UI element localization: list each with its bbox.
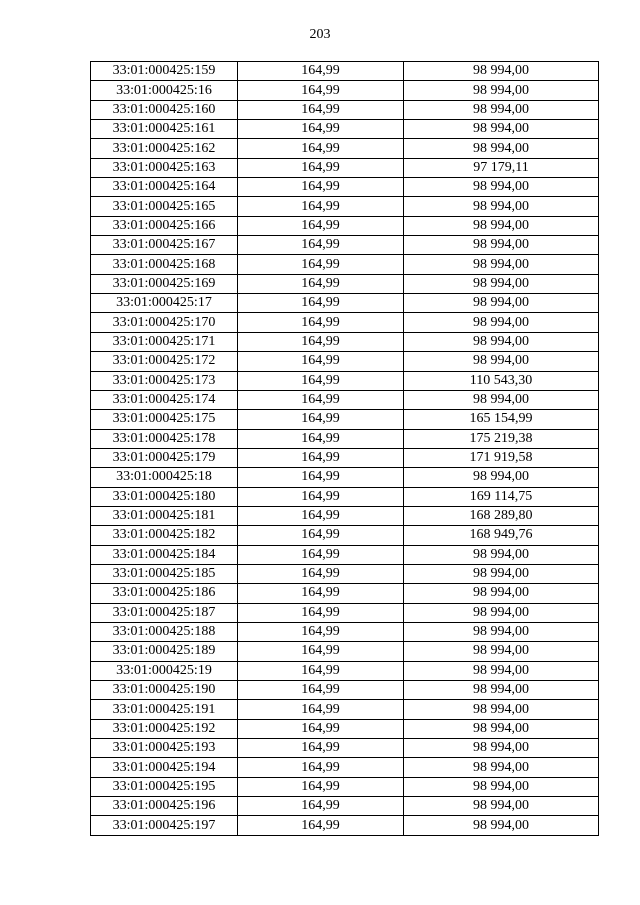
cadastral-number-cell: 33:01:000425:163 bbox=[91, 158, 238, 177]
area-cell: 164,99 bbox=[238, 603, 404, 622]
table-row bbox=[91, 700, 599, 719]
table-row bbox=[91, 371, 599, 390]
value-cell: 98 994,00 bbox=[404, 739, 599, 758]
value-cell: 98 994,00 bbox=[404, 294, 599, 313]
value-cell: 165 154,99 bbox=[404, 410, 599, 429]
cadastral-number-cell: 33:01:000425:160 bbox=[91, 100, 238, 119]
area-cell: 164,99 bbox=[238, 448, 404, 467]
value-cell: 175 219,38 bbox=[404, 429, 599, 448]
area-cell: 164,99 bbox=[238, 81, 404, 100]
value-cell: 98 994,00 bbox=[404, 62, 599, 81]
area-cell: 164,99 bbox=[238, 120, 404, 139]
table-row bbox=[91, 332, 599, 351]
cadastral-number-cell: 33:01:000425:169 bbox=[91, 274, 238, 293]
area-cell: 164,99 bbox=[238, 506, 404, 525]
area-cell: 164,99 bbox=[238, 777, 404, 796]
value-cell: 98 994,00 bbox=[404, 216, 599, 235]
cadastral-number-cell: 33:01:000425:197 bbox=[91, 816, 238, 835]
area-cell: 164,99 bbox=[238, 429, 404, 448]
table-row bbox=[91, 139, 599, 158]
table-row bbox=[91, 739, 599, 758]
table-row bbox=[91, 178, 599, 197]
area-cell: 164,99 bbox=[238, 236, 404, 255]
area-cell: 164,99 bbox=[238, 700, 404, 719]
area-cell: 164,99 bbox=[238, 719, 404, 738]
cadastral-number-cell: 33:01:000425:170 bbox=[91, 313, 238, 332]
value-cell: 98 994,00 bbox=[404, 797, 599, 816]
table-row bbox=[91, 487, 599, 506]
table-row bbox=[91, 352, 599, 371]
cadastral-number-cell: 33:01:000425:166 bbox=[91, 216, 238, 235]
value-cell: 98 994,00 bbox=[404, 681, 599, 700]
table-row bbox=[91, 429, 599, 448]
table-row bbox=[91, 255, 599, 274]
value-cell: 98 994,00 bbox=[404, 777, 599, 796]
area-cell: 164,99 bbox=[238, 216, 404, 235]
area-cell: 164,99 bbox=[238, 410, 404, 429]
area-cell: 164,99 bbox=[238, 158, 404, 177]
area-cell: 164,99 bbox=[238, 62, 404, 81]
table-row bbox=[91, 603, 599, 622]
table-row bbox=[91, 526, 599, 545]
value-cell: 98 994,00 bbox=[404, 564, 599, 583]
cadastral-number-cell: 33:01:000425:192 bbox=[91, 719, 238, 738]
value-cell: 168 289,80 bbox=[404, 506, 599, 525]
area-cell: 164,99 bbox=[238, 294, 404, 313]
table-row bbox=[91, 100, 599, 119]
table-row bbox=[91, 274, 599, 293]
cadastral-number-cell: 33:01:000425:168 bbox=[91, 255, 238, 274]
value-cell: 171 919,58 bbox=[404, 448, 599, 467]
cadastral-number-cell: 33:01:000425:190 bbox=[91, 681, 238, 700]
table-row bbox=[91, 545, 599, 564]
area-cell: 164,99 bbox=[238, 797, 404, 816]
table-row bbox=[91, 777, 599, 796]
area-cell: 164,99 bbox=[238, 545, 404, 564]
table-row bbox=[91, 62, 599, 81]
table-row bbox=[91, 564, 599, 583]
cadastral-number-cell: 33:01:000425:162 bbox=[91, 139, 238, 158]
table-row bbox=[91, 506, 599, 525]
value-cell: 98 994,00 bbox=[404, 622, 599, 641]
table-row bbox=[91, 236, 599, 255]
area-cell: 164,99 bbox=[238, 371, 404, 390]
table-row bbox=[91, 216, 599, 235]
value-cell: 98 994,00 bbox=[404, 584, 599, 603]
table-row bbox=[91, 468, 599, 487]
cadastral-number-cell: 33:01:000425:18 bbox=[91, 468, 238, 487]
table-row bbox=[91, 584, 599, 603]
table-row bbox=[91, 642, 599, 661]
area-cell: 164,99 bbox=[238, 487, 404, 506]
area-cell: 164,99 bbox=[238, 197, 404, 216]
area-cell: 164,99 bbox=[238, 642, 404, 661]
cadastral-value-table bbox=[90, 61, 599, 836]
area-cell: 164,99 bbox=[238, 584, 404, 603]
table-row bbox=[91, 622, 599, 641]
area-cell: 164,99 bbox=[238, 139, 404, 158]
cadastral-number-cell: 33:01:000425:174 bbox=[91, 390, 238, 409]
cadastral-number-cell: 33:01:000425:191 bbox=[91, 700, 238, 719]
value-cell: 98 994,00 bbox=[404, 545, 599, 564]
cadastral-number-cell: 33:01:000425:194 bbox=[91, 758, 238, 777]
value-cell: 168 949,76 bbox=[404, 526, 599, 545]
value-cell: 98 994,00 bbox=[404, 603, 599, 622]
area-cell: 164,99 bbox=[238, 681, 404, 700]
cadastral-number-cell: 33:01:000425:193 bbox=[91, 739, 238, 758]
area-cell: 164,99 bbox=[238, 390, 404, 409]
table-row bbox=[91, 661, 599, 680]
table-row bbox=[91, 81, 599, 100]
cadastral-number-cell: 33:01:000425:182 bbox=[91, 526, 238, 545]
value-cell: 98 994,00 bbox=[404, 81, 599, 100]
value-cell: 110 543,30 bbox=[404, 371, 599, 390]
value-cell: 98 994,00 bbox=[404, 700, 599, 719]
table-row bbox=[91, 681, 599, 700]
area-cell: 164,99 bbox=[238, 332, 404, 351]
value-cell: 98 994,00 bbox=[404, 390, 599, 409]
value-cell: 98 994,00 bbox=[404, 100, 599, 119]
value-cell: 98 994,00 bbox=[404, 197, 599, 216]
cadastral-number-cell: 33:01:000425:164 bbox=[91, 178, 238, 197]
area-cell: 164,99 bbox=[238, 468, 404, 487]
value-cell: 98 994,00 bbox=[404, 758, 599, 777]
cadastral-number-cell: 33:01:000425:175 bbox=[91, 410, 238, 429]
table-row bbox=[91, 197, 599, 216]
area-cell: 164,99 bbox=[238, 526, 404, 545]
cadastral-number-cell: 33:01:000425:180 bbox=[91, 487, 238, 506]
table-row bbox=[91, 158, 599, 177]
area-cell: 164,99 bbox=[238, 739, 404, 758]
table-row bbox=[91, 719, 599, 738]
cadastral-number-cell: 33:01:000425:159 bbox=[91, 62, 238, 81]
value-cell: 97 179,11 bbox=[404, 158, 599, 177]
cadastral-number-cell: 33:01:000425:173 bbox=[91, 371, 238, 390]
area-cell: 164,99 bbox=[238, 274, 404, 293]
area-cell: 164,99 bbox=[238, 622, 404, 641]
value-cell: 98 994,00 bbox=[404, 236, 599, 255]
cadastral-number-cell: 33:01:000425:165 bbox=[91, 197, 238, 216]
cadastral-number-cell: 33:01:000425:181 bbox=[91, 506, 238, 525]
table-row bbox=[91, 390, 599, 409]
table-body bbox=[91, 62, 599, 836]
cadastral-number-cell: 33:01:000425:171 bbox=[91, 332, 238, 351]
area-cell: 164,99 bbox=[238, 564, 404, 583]
cadastral-number-cell: 33:01:000425:188 bbox=[91, 622, 238, 641]
cadastral-number-cell: 33:01:000425:178 bbox=[91, 429, 238, 448]
value-cell: 98 994,00 bbox=[404, 642, 599, 661]
cadastral-number-cell: 33:01:000425:167 bbox=[91, 236, 238, 255]
cadastral-number-cell: 33:01:000425:184 bbox=[91, 545, 238, 564]
cadastral-number-cell: 33:01:000425:196 bbox=[91, 797, 238, 816]
value-cell: 98 994,00 bbox=[404, 274, 599, 293]
cadastral-number-cell: 33:01:000425:195 bbox=[91, 777, 238, 796]
area-cell: 164,99 bbox=[238, 661, 404, 680]
cadastral-number-cell: 33:01:000425:172 bbox=[91, 352, 238, 371]
cadastral-number-cell: 33:01:000425:187 bbox=[91, 603, 238, 622]
table-row bbox=[91, 120, 599, 139]
cadastral-number-cell: 33:01:000425:16 bbox=[91, 81, 238, 100]
table-row bbox=[91, 797, 599, 816]
table-row bbox=[91, 758, 599, 777]
table-row bbox=[91, 313, 599, 332]
area-cell: 164,99 bbox=[238, 255, 404, 274]
area-cell: 164,99 bbox=[238, 178, 404, 197]
table-row bbox=[91, 294, 599, 313]
value-cell: 98 994,00 bbox=[404, 468, 599, 487]
table-row bbox=[91, 448, 599, 467]
value-cell: 98 994,00 bbox=[404, 816, 599, 835]
value-cell: 98 994,00 bbox=[404, 255, 599, 274]
value-cell: 98 994,00 bbox=[404, 719, 599, 738]
cadastral-number-cell: 33:01:000425:186 bbox=[91, 584, 238, 603]
value-cell: 98 994,00 bbox=[404, 178, 599, 197]
area-cell: 164,99 bbox=[238, 758, 404, 777]
cadastral-number-cell: 33:01:000425:161 bbox=[91, 120, 238, 139]
area-cell: 164,99 bbox=[238, 816, 404, 835]
area-cell: 164,99 bbox=[238, 100, 404, 119]
value-cell: 98 994,00 bbox=[404, 120, 599, 139]
cadastral-number-cell: 33:01:000425:179 bbox=[91, 448, 238, 467]
value-cell: 98 994,00 bbox=[404, 313, 599, 332]
value-cell: 98 994,00 bbox=[404, 352, 599, 371]
table-row bbox=[91, 816, 599, 835]
cadastral-number-cell: 33:01:000425:17 bbox=[91, 294, 238, 313]
cadastral-number-cell: 33:01:000425:19 bbox=[91, 661, 238, 680]
value-cell: 98 994,00 bbox=[404, 332, 599, 351]
cadastral-number-cell: 33:01:000425:185 bbox=[91, 564, 238, 583]
area-cell: 164,99 bbox=[238, 313, 404, 332]
table-row bbox=[91, 410, 599, 429]
area-cell: 164,99 bbox=[238, 352, 404, 371]
page-number: 203 bbox=[309, 27, 331, 42]
value-cell: 169 114,75 bbox=[404, 487, 599, 506]
value-cell: 98 994,00 bbox=[404, 661, 599, 680]
cadastral-number-cell: 33:01:000425:189 bbox=[91, 642, 238, 661]
value-cell: 98 994,00 bbox=[404, 139, 599, 158]
